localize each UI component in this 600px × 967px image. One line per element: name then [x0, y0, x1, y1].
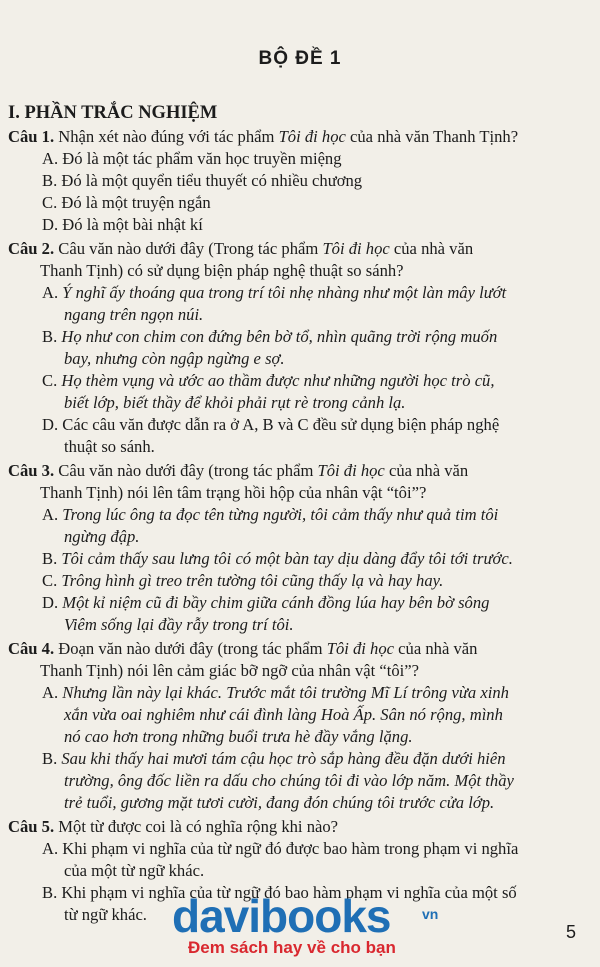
- davibooks-logo: davibooks vn: [172, 890, 439, 942]
- q4-option-a-cont2: nó cao hơn trong những buổi trưa hè đầy vắng lặng.: [64, 727, 413, 746]
- page-title: BỘ ĐỀ 1: [258, 48, 342, 69]
- q2-option-b-cont: bay, nhưng còn ngập ngừng e sợ.: [64, 349, 285, 368]
- q2-option-c: C. Họ thèm vụng và ước ao thầm được như những người học trò cũ,: [42, 371, 495, 390]
- q4-option-a-cont: xắn vừa oai nghiêm như cái đình làng Hoà Ấp. Sân nó rộng, mình: [64, 705, 503, 724]
- q2-option-c-cont: biết lớp, biết thầy để khỏi phải rụt rè trong cảnh lạ.: [64, 393, 406, 412]
- q4-option-b: B. Sau khi thấy hai mươi tám cậu học trò sắp hàng đều đặn dưới hiên: [42, 749, 506, 768]
- page-number: 5: [566, 922, 577, 942]
- q1-option-b: B. Đó là một quyển tiểu thuyết có nhiều chương: [42, 171, 363, 190]
- logo-suffix: vn: [422, 906, 439, 922]
- q1-option-c: C. Đó là một truyện ngắn: [42, 193, 211, 212]
- q3-option-d-cont: Viêm sống lại đầy rẫy trong trí tôi.: [64, 615, 294, 634]
- question-4: Câu 4. Đoạn văn nào dưới đây (trong tác phẩm Tôi đi học của nhà văn: [8, 639, 478, 658]
- question-2-cont: Thanh Tịnh) có sử dụng biện pháp nghệ thuật so sánh?: [40, 261, 404, 280]
- q3-option-a-cont: ngừng đập.: [64, 527, 140, 546]
- section-heading: I. PHẦN TRẮC NGHIỆM: [8, 103, 218, 123]
- q4-option-a: A. Nhưng lần này lại khác. Trước mắt tôi trường Mĩ Lí trông vừa xinh: [42, 683, 509, 702]
- logo-slogan: Đem sách hay về cho bạn: [188, 938, 396, 957]
- q3-option-d: D. Một kỉ niệm cũ đi bầy chim giữa cánh đồng lúa hay bên bờ sông: [42, 593, 490, 612]
- q2-option-a: A. Ý nghĩ ấy thoáng qua trong trí tôi nhẹ nhàng như một làn mây lướt: [42, 283, 507, 302]
- question-5: Câu 5. Một từ được coi là có nghĩa rộng khi nào?: [8, 817, 339, 836]
- q5-option-b: B. Khi phạm vi nghĩa của từ ngữ đó bao hàm phạm vi nghĩa của một số: [42, 883, 517, 902]
- q1-option-d: D. Đó là một bài nhật kí: [42, 215, 203, 234]
- q5-option-a-cont: của một từ ngữ khác.: [64, 861, 205, 880]
- q4-option-b-cont2: trẻ tuổi, gương mặt tươi cười, đang đón chúng tôi trước cửa lớp.: [64, 793, 495, 812]
- question-2: Câu 2. Câu văn nào dưới đây (Trong tác phẩm Tôi đi học của nhà văn: [8, 239, 474, 258]
- q3-option-a: A. Trong lúc ông ta đọc tên từng người, tôi cảm thấy như quả tim tôi: [42, 505, 499, 524]
- q1-option-a: A. Đó là một tác phẩm văn học truyền miệng: [42, 149, 342, 168]
- q3-option-c: C. Trông hình gì treo trên tường tôi cũng thấy lạ và hay hay.: [42, 571, 444, 590]
- q5-option-b-cont: từ ngữ khác.: [64, 905, 147, 924]
- question-3-cont: Thanh Tịnh) nói lên tâm trạng hồi hộp của nhân vật “tôi”?: [40, 483, 427, 502]
- q2-option-d-cont: thuật so sánh.: [64, 437, 155, 456]
- q2-option-a-cont: ngang trên ngọn núi.: [64, 305, 204, 324]
- question-1: Câu 1. Nhận xét nào đúng với tác phẩm Tôi đi học của nhà văn Thanh Tịnh?: [8, 127, 519, 146]
- question-4-cont: Thanh Tịnh) nói lên cảm giác bỡ ngỡ của nhân vật “tôi”?: [40, 661, 419, 680]
- q4-option-b-cont: trường, ông đốc liền ra dấu cho chúng tôi đi vào lớp năm. Một thầy: [64, 771, 514, 790]
- q2-option-d: D. Các câu văn được dẫn ra ở A, B và C đều sử dụng biện pháp nghệ: [42, 415, 500, 434]
- q3-option-b: B. Tôi cảm thấy sau lưng tôi có một bàn tay dịu dàng đẩy tôi tới trước.: [42, 549, 513, 568]
- question-3: Câu 3. Câu văn nào dưới đây (trong tác phẩm Tôi đi học của nhà văn: [8, 461, 469, 480]
- q5-option-a: A. Khi phạm vi nghĩa của từ ngữ đó được bao hàm trong phạm vi nghĩa: [42, 839, 519, 858]
- q2-option-b: B. Họ như con chim con đứng bên bờ tổ, nhìn quãng trời rộng muốn: [42, 327, 498, 346]
